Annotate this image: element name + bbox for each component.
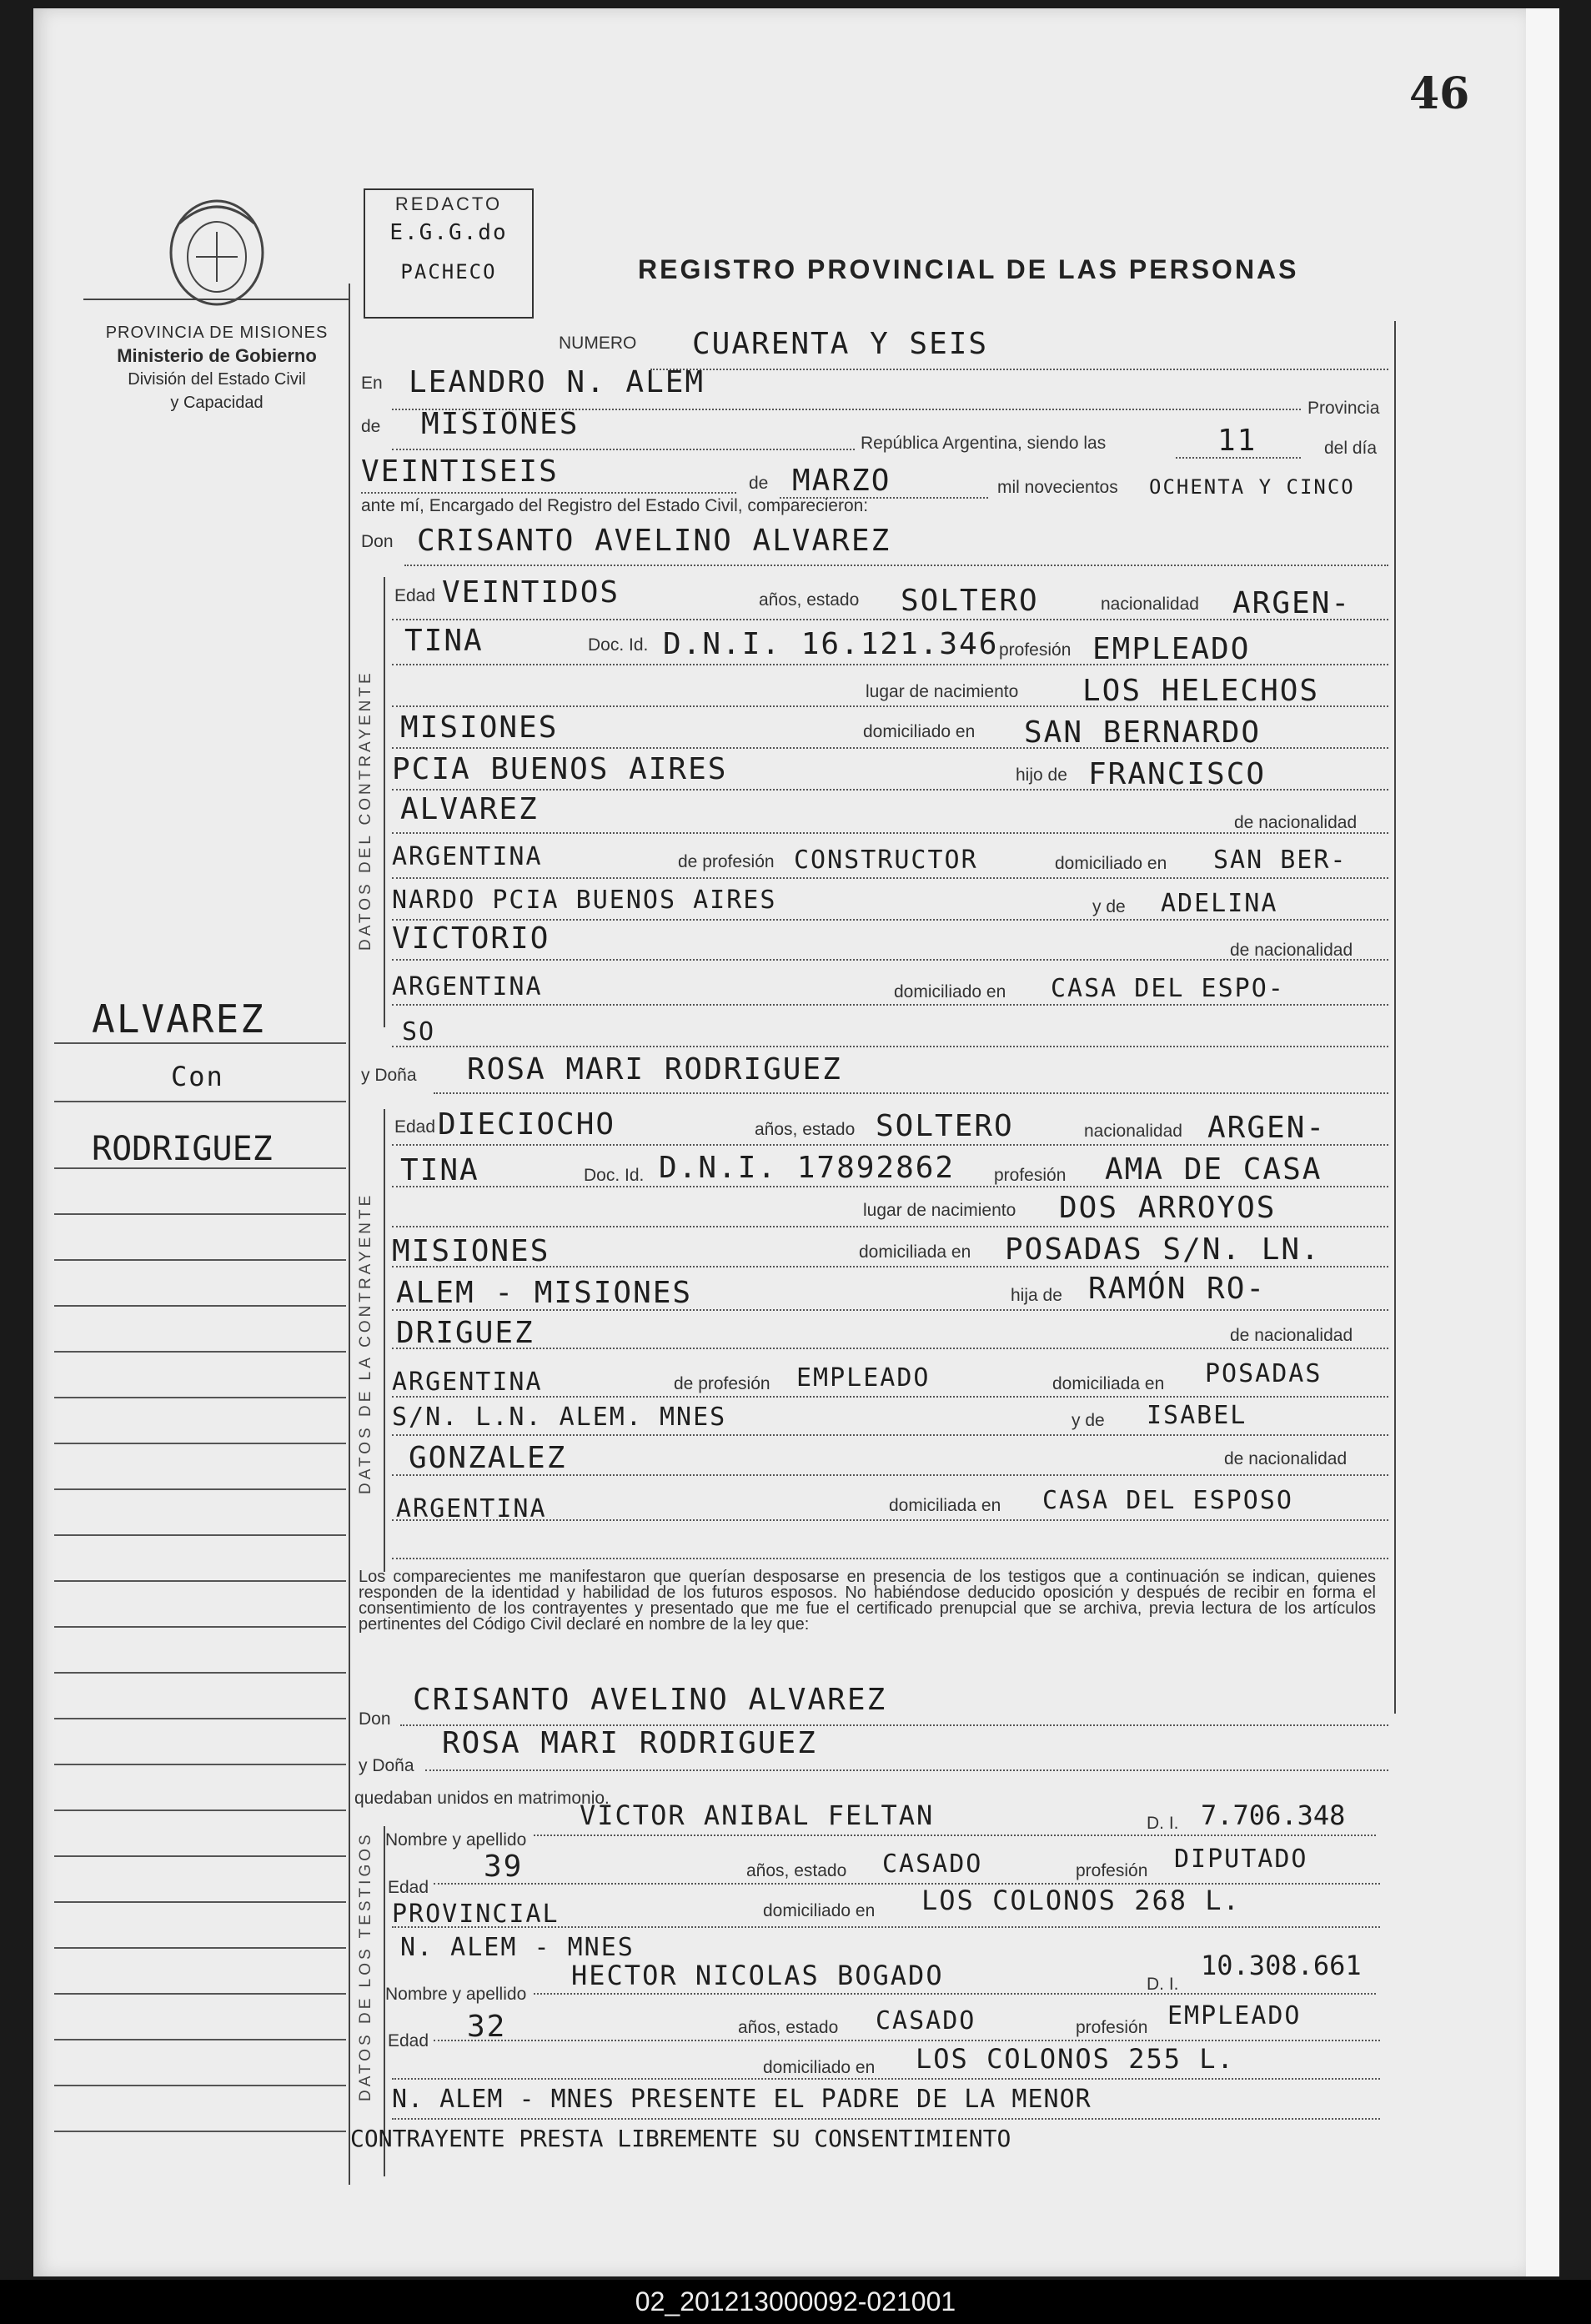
madre-nacionalidad: ARGENTINA [392,972,543,1001]
margin-rule [54,1213,346,1215]
lugar-line [392,705,1388,707]
contrayenta-padre-domicilio: POSADAS [1205,1359,1322,1388]
esposa-nombre: ROSA MARI RODRIGUEZ [442,1726,817,1760]
madre-domicilio: CASA DEL ESPO- [1051,974,1285,1003]
estado-label: años, estado [755,1120,856,1139]
anio-value: OCHENTA Y CINCO [1149,475,1355,499]
dia-value: VEINTISEIS [361,454,559,489]
contrayenta-padre-line [392,1348,1388,1349]
margin-rule [54,2131,346,2132]
lugar-label: lugar de nacimiento [866,682,1019,701]
doc-line [392,664,1388,665]
ministry-label: Ministerio de Gobierno [117,345,317,366]
contrayente-nombre: CRISANTO AVELINO ALVAREZ [417,524,891,558]
testigo1-edad: 39 [484,1850,524,1884]
madre-line [392,919,1388,921]
testigo1-domicilio-2: N. ALEM - MNES [400,1933,635,1962]
margin-rule [54,1580,346,1582]
anio-label: mil novecientos [997,478,1118,497]
madre-nac-label: de nacionalidad [1230,941,1353,960]
contrayente-estado: SOLTERO [901,584,1039,618]
contrayenta-side-label: DATOS DE LA CONTRAYENTE [357,1192,374,1494]
profesion-label: profesión [1076,2018,1148,2037]
padre-apellido: ALVAREZ [400,792,539,826]
margin-vertical-rule [349,284,350,2185]
testigos-side-label: DATOS DE LOS TESTIGOS [357,1831,374,2101]
contrayenta-madre-apellido-line [392,1474,1388,1476]
mes-value: MARZO [792,464,891,498]
testigo1-nombre-line [534,1835,1376,1836]
dia-label: del día [1324,439,1378,458]
contrayenta-nombre: ROSA MARI RODRIGUEZ [467,1052,842,1087]
esposa-line [425,1769,1388,1771]
margin-top-rule [83,299,350,300]
edad-label: Edad [394,586,436,605]
numero-line [650,369,1388,370]
contrayenta-madre-apellido: GONZALEZ [409,1441,567,1475]
dona-label: y Doña [359,1756,414,1775]
margin-rule [54,1764,346,1765]
testigo2-domicilio: LOS COLONOS 255 L. [916,2043,1235,2075]
madre-dom-label: domiciliado en [894,982,1006,1001]
contrayente-domicilio-2: PCIA BUENOS AIRES [392,752,728,786]
testigo2-profesion: EMPLEADO [1167,2001,1302,2030]
profesion-label: profesión [999,640,1072,660]
provincia-value: MISIONES [421,407,580,441]
redacto-stamp [364,188,534,319]
testigo2-nombre-line [534,1993,1376,1995]
margin-rule [54,1042,346,1044]
provincia-label: Provincia [1307,399,1380,418]
contrayenta-bracket [384,1109,385,1572]
nombre-line [404,565,1388,566]
margin-rule [54,1534,346,1536]
declaracion-text: Los comparecientes me manifestaron que querían desposarse en presencia de los testigos que a continuación se indican, quienes responden de la identidad y habilidad de los futuros esposos. No habiéndose deducido oposición y después de recibir en forma el consentimiento de los contrayentes y presentado que me fue el certificado prenupcial que se archiva, previa lectura de los artículos pertinentes del Código Civil declaré en nombre de la ley que: [359,1568,1376,1634]
edad-label: Edad [394,1117,436,1137]
padre-dom-label: domiciliado en [1055,854,1167,873]
contrayenta-doc: D.N.I. 17892862 [659,1151,956,1185]
margin-rule [54,1855,346,1857]
padre-domicilio: SAN BER- [1213,846,1348,875]
estado-label: años, estado [746,1861,847,1880]
madre-dom-label: domiciliada en [889,1496,1001,1515]
testigo2-edad: 32 [467,2010,507,2044]
nombre-label: Nombre y apellido [385,1985,527,2004]
image-filename: 02_201213000092-021001 [0,2280,1591,2324]
numero-label: NUMERO [559,334,637,353]
edad-label: Edad [388,2031,429,2050]
margin-note-con: Con [171,1061,224,1092]
madre-apellido: VICTORIO [392,921,550,956]
province-label: PROVINCIA DE MISIONES [105,324,329,342]
profesion-label: profesión [1076,1861,1148,1880]
madre-label: y de [1092,897,1126,916]
testigo2-dom-line [392,2078,1380,2080]
contrayenta-domicilio: POSADAS S/N. LN. [1005,1232,1321,1267]
page-number: 46 [1409,68,1470,119]
contrayenta-prof-line [392,1396,1388,1398]
edad-line [392,619,1388,620]
domiciliado-label: domiciliado en [763,2058,876,2077]
contrayenta-padre-nacionalidad: ARGENTINA [392,1368,543,1397]
madre-nac-label: de nacionalidad [1224,1449,1348,1468]
nota-consentimiento: CONTRAYENTE PRESTA LIBREMENTE SU CONSENTIMIENTO [350,2125,1011,2152]
edad-label: Edad [388,1878,429,1897]
coat-of-arms-seal [163,190,271,315]
margin-rule [54,1351,346,1353]
numero-value: CUARENTA Y SEIS [692,327,989,361]
estado-label: años, estado [759,590,860,610]
margin-rule [54,1993,346,1995]
contrayenta-estado: SOLTERO [876,1109,1014,1143]
contrayente-nacionalidad-2: TINA [404,624,484,658]
contrayenta-dom-line [392,1266,1388,1267]
dia-line [361,492,736,494]
contrayente-domicilio: SAN BERNARDO [1024,715,1262,750]
margin-rule [54,2039,346,2040]
de-mes-label: de [749,474,769,493]
provincia-line [392,449,855,450]
contrayenta-madre-line [392,1434,1388,1436]
contrayenta-nacionalidad: ARGEN- [1207,1111,1327,1145]
hijo-line [392,789,1388,791]
contrayente-lugar: LOS HELECHOS [1082,674,1320,708]
padre-nombre: FRANCISCO [1088,757,1267,791]
contrayenta-doc-line [392,1186,1388,1187]
domicilio-label: domiciliado en [863,722,976,741]
contrayente-doc: D.N.I. 16.121.346 [663,627,999,661]
padre-prof-label: de profesión [674,1374,770,1393]
contrayenta-madre-dom-line [392,1519,1388,1521]
contrayenta-domicilio-2: ALEM - MISIONES [396,1276,693,1310]
contrayenta-madre-domicilio: CASA DEL ESPOSO [1042,1486,1293,1515]
right-rule [1394,321,1396,1714]
contrayenta-edad-line [392,1144,1388,1146]
padre-prof-label: de profesión [678,852,775,871]
redacto-signature-2: PACHECO [400,260,497,284]
profesion-label: profesión [994,1166,1067,1185]
domiciliada-label: domiciliada en [859,1242,971,1262]
padre-line [392,832,1388,834]
margin-rule [54,2085,346,2086]
contrayenta-hija-line [392,1309,1388,1311]
contrayenta-edad: DIECIOCHO [438,1107,616,1142]
madre-label: y de [1072,1411,1105,1430]
padre-domicilio-2: NARDO PCIA BUENOS AIRES [392,886,777,915]
margin-rule [54,1947,346,1949]
nacionalidad-label: nacionalidad [1101,595,1199,614]
doc-label: Doc. Id. [588,635,649,655]
padre-profesion: CONSTRUCTOR [794,846,978,875]
padre-nac-label: de nacionalidad [1230,1326,1353,1345]
nombre-label: Nombre y apellido [385,1830,527,1850]
esposo-nombre: CRISANTO AVELINO ALVAREZ [413,1683,887,1717]
margin-rule [54,1672,346,1674]
testigo1-doc: 7.706.348 [1201,1799,1346,1831]
margin-rule [54,1626,346,1628]
madre-apellido-line [392,959,1388,961]
hora-value: 11 [1217,424,1257,458]
margin-rule [54,1443,346,1444]
redacto-label: REDACTO [394,193,503,214]
hijo-label: hijo de [1016,765,1067,785]
contrayenta-blank-line [392,1558,1388,1559]
testigo2-edad-line [434,2040,1380,2041]
contrayente-lugar-2: MISIONES [400,710,559,745]
hija-label: hija de [1011,1286,1062,1305]
padre-nac-label: de nacionalidad [1234,813,1358,832]
document-title: REGISTRO PROVINCIAL DE LAS PERSONAS [638,254,1299,284]
localidad-value: LEANDRO N. ALEM [409,365,705,399]
domiciliado-label: domiciliado en [763,1901,876,1920]
testigo1-profesion: DIPUTADO [1174,1845,1308,1874]
nota1-line [392,2118,1380,2120]
republica-label: República Argentina, siendo las [861,434,1107,453]
contrayenta-lugar-2: MISIONES [392,1234,550,1268]
declaracion-final: quedaban unidos en matrimonio. [354,1789,610,1808]
contrayenta-padre-profesion: EMPLEADO [796,1363,931,1393]
margin-rule [54,1397,346,1398]
don-label: Don [359,1709,391,1729]
contrayente-side-label: DATOS DEL CONTRAYENTE [357,670,374,951]
madre-dom2-line [392,1046,1388,1047]
testigo1-profesion-2: PROVINCIAL [392,1900,560,1929]
contrayenta-profesion: AMA DE CASA [1105,1152,1322,1187]
margin-rule [54,1810,346,1811]
padre-nacionalidad: ARGENTINA [392,842,543,871]
testigo1-nombre: VICTOR ANIBAL FELTAN [580,1799,935,1831]
redacto-signature-1: E.G.G.do [389,220,508,245]
testigo1-domicilio: LOS COLONOS 268 L. [921,1885,1241,1916]
testigo2-doc: 10.308.661 [1201,1950,1362,1981]
margin-rule [54,1718,346,1719]
contrayenta-nacionalidad-2: TINA [400,1153,479,1187]
hora-line [1176,457,1301,459]
doc-label: Doc. Id. [584,1166,645,1185]
contrayente-profesion: EMPLEADO [1092,632,1251,666]
margin-rule [54,1305,346,1307]
margin-rule [54,1901,346,1903]
contrayenta-padre-apellido: DRIGUEZ [396,1316,535,1350]
contrayenta-padre-domicilio-2: S/N. L.N. ALEM. MNES [392,1403,727,1432]
testigo2-nombre: HECTOR NICOLAS BOGADO [571,1960,944,1991]
margin-note-surname-2: RODRIGUEZ [92,1130,273,1168]
lugar-label: lugar de nacimiento [863,1201,1016,1220]
contrayenta-padre: RAMÓN RO- [1088,1272,1267,1306]
madre-domicilio-2: SO [402,1017,436,1047]
en-label: En [361,374,383,393]
madre-dom-line [392,1004,1388,1006]
contrayenta-madre-nacionalidad: ARGENTINA [396,1494,547,1523]
testigo1-dom-line [392,1926,1380,1928]
dona-label: y Doña [361,1066,417,1085]
don-label: Don [361,532,394,551]
nacionalidad-label: nacionalidad [1084,1122,1182,1141]
division-label-2: y Capacidad [170,394,263,412]
estado-label: años, estado [738,2018,839,2037]
testigo2-estado: CASADO [876,2006,976,2035]
padre-dom-label: domiciliada en [1052,1374,1165,1393]
nota-presente: N. ALEM - MNES PRESENTE EL PADRE DE LA MENOR [392,2085,1092,2114]
division-label: División del Estado Civil [128,370,306,389]
contrayenta-madre: ISABEL [1147,1401,1247,1430]
ante-text: ante mí, Encargado del Registro del Estado Civil, comparecieron: [361,496,869,515]
margin-rule [54,1259,346,1261]
margin-note-surname-1: ALVAREZ [92,996,265,1042]
de-label: de [361,417,381,436]
contrayenta-nombre-line [434,1092,1388,1094]
testigo1-estado: CASADO [882,1850,983,1879]
contrayenta-lugar: DOS ARROYOS [1059,1191,1277,1225]
madre-nombre: ADELINA [1161,889,1278,918]
di-label: D. I. [1147,1814,1179,1833]
domicilio-line [392,747,1388,749]
contrayente-nacionalidad: ARGEN- [1232,586,1352,620]
contrayente-edad: VEINTIDOS [442,575,620,610]
margin-rule [54,1488,346,1490]
margin-rule [54,1167,346,1169]
di-label: D. I. [1147,1975,1179,1994]
contrayenta-lugar-line [392,1226,1388,1227]
contrayente-bracket [384,577,385,1027]
padre-prof-line [392,877,1388,879]
margin-rule [54,1101,346,1102]
